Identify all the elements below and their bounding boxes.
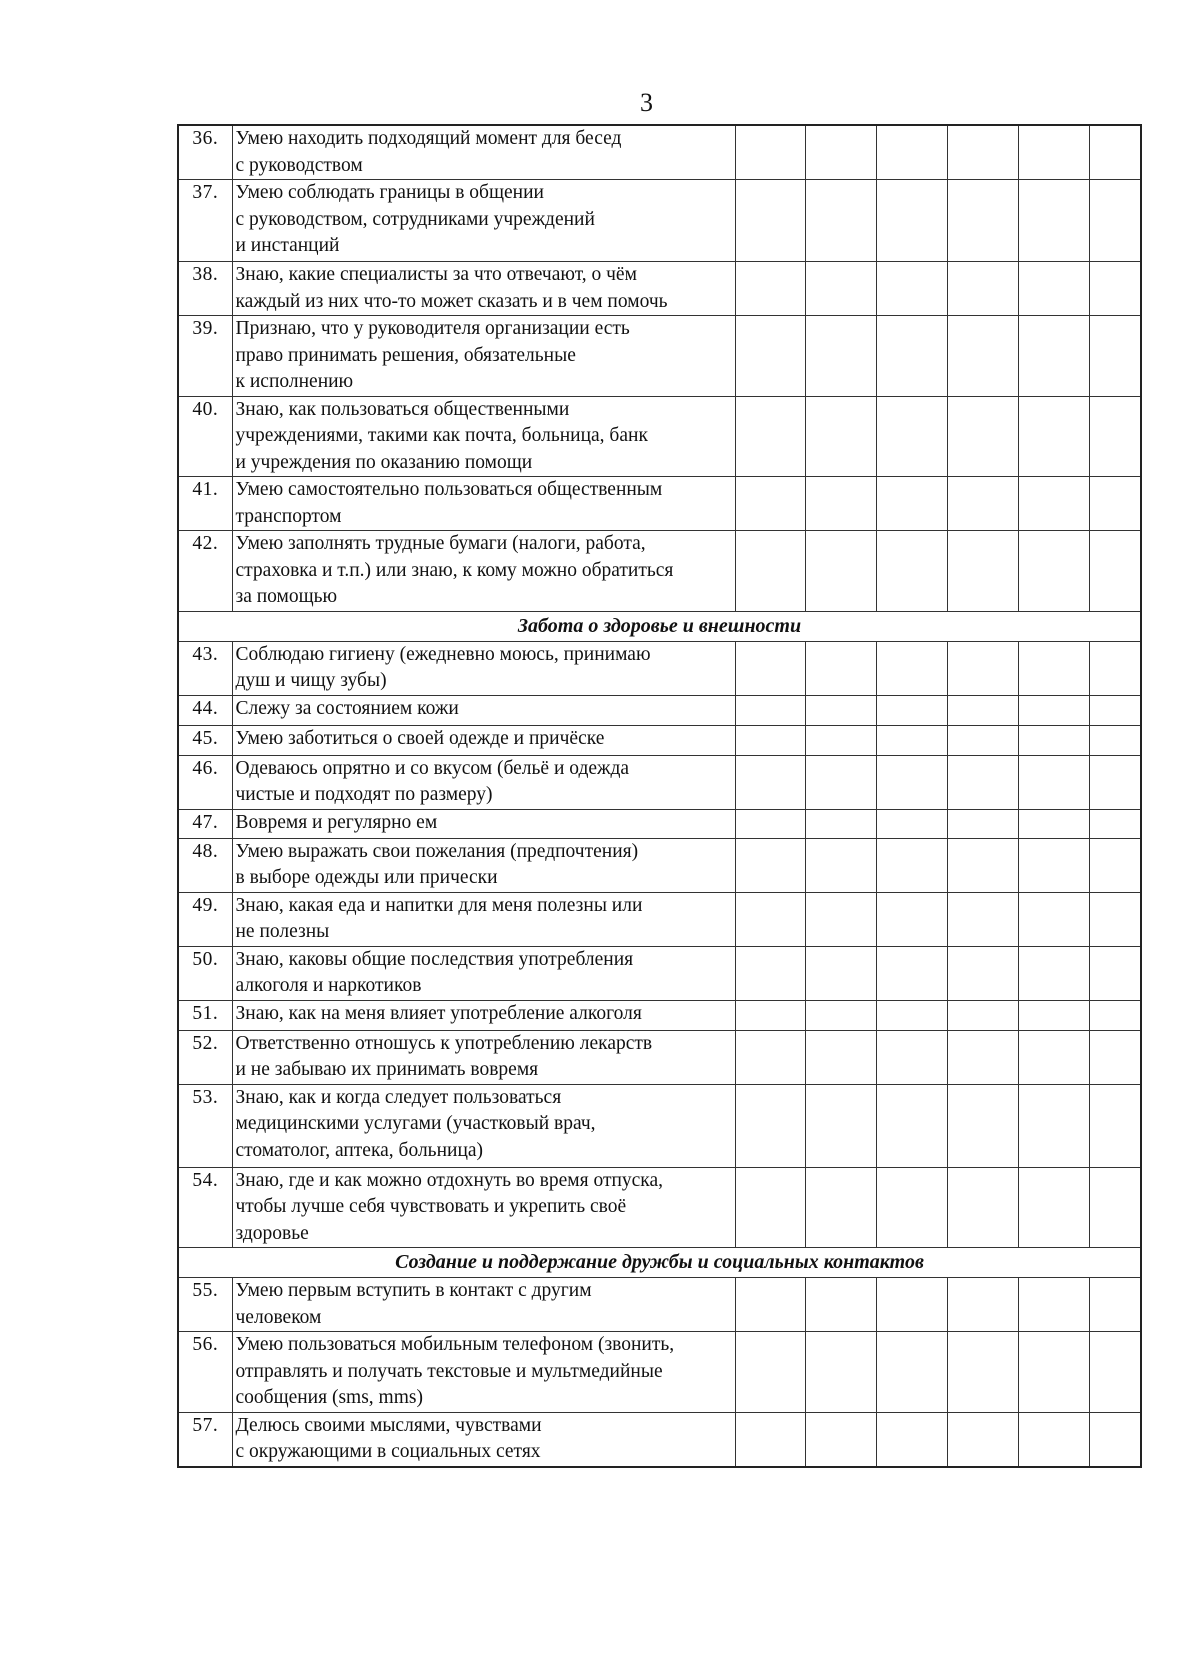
table-row <box>178 396 1141 477</box>
rating-cell[interactable] <box>805 1084 876 1167</box>
item-statement <box>232 809 735 838</box>
rating-cell[interactable] <box>876 1167 947 1248</box>
rating-cell[interactable] <box>1089 838 1141 892</box>
table-row <box>178 477 1141 531</box>
item-statement <box>232 180 735 262</box>
rating-cell[interactable] <box>805 531 876 612</box>
statement-line: Знаю, какие специалисты за что отвечают, о чём <box>235 264 637 285</box>
statement-line: душ и чищу зубы) <box>235 670 387 691</box>
table-row <box>178 641 1141 695</box>
item-number: 51. <box>178 1000 232 1030</box>
item-statement <box>232 125 735 180</box>
statement-line: с руководством, сотрудниками учреждений <box>235 208 595 230</box>
item-number: 49. <box>178 892 232 946</box>
statement-line: чтобы лучше себя чувствовать и укрепить своё <box>235 1196 627 1217</box>
rating-cell[interactable] <box>876 396 947 477</box>
rating-cell[interactable] <box>876 477 947 531</box>
rating-cell[interactable] <box>1018 1278 1089 1332</box>
item-number: 46. <box>178 755 232 809</box>
rating-cell[interactable] <box>735 809 805 838</box>
statement-line: Делюсь своими мыслями, чувствами <box>235 1414 542 1436</box>
rating-cell[interactable] <box>735 1030 805 1084</box>
rating-cell[interactable] <box>876 262 947 316</box>
rating-cell[interactable] <box>1089 1412 1141 1467</box>
item-statement <box>232 396 735 477</box>
item-statement <box>232 262 735 316</box>
item-statement <box>232 946 735 1000</box>
table-row <box>178 946 1141 1000</box>
rating-cell[interactable] <box>947 1000 1018 1030</box>
statement-line: транспортом <box>235 505 342 527</box>
rating-cell[interactable] <box>876 838 947 892</box>
rating-cell[interactable] <box>876 316 947 397</box>
rating-cell[interactable] <box>1089 262 1141 316</box>
rating-cell[interactable] <box>947 477 1018 531</box>
statement-line: чистые и подходят по размеру) <box>235 784 493 805</box>
statement-line: Умею пользоваться мобильным телефоном (звонить, <box>235 1334 675 1355</box>
table-row <box>178 1084 1141 1167</box>
item-statement <box>232 1332 735 1413</box>
rating-cell[interactable] <box>1089 396 1141 477</box>
rating-cell[interactable] <box>805 695 876 725</box>
rating-cell[interactable] <box>1089 946 1141 1000</box>
item-statement <box>232 1000 735 1030</box>
rating-cell[interactable] <box>1018 838 1089 892</box>
table-row <box>178 838 1141 892</box>
rating-cell[interactable] <box>876 1030 947 1084</box>
rating-cell[interactable] <box>805 262 876 316</box>
rating-cell[interactable] <box>805 316 876 397</box>
rating-cell[interactable] <box>1089 1278 1141 1332</box>
statement-line: и инстанций <box>235 235 340 256</box>
table-row <box>178 725 1141 755</box>
rating-cell[interactable] <box>947 180 1018 262</box>
statement-line: с окружающими в социальных сетях <box>235 1441 541 1462</box>
rating-cell[interactable] <box>735 725 805 755</box>
statement-line: Знаю, какая еда и напитки для меня полезны или <box>235 894 643 916</box>
item-statement <box>232 316 735 397</box>
rating-cell[interactable] <box>1018 262 1089 316</box>
rating-cell[interactable] <box>947 1332 1018 1413</box>
rating-cell[interactable] <box>805 838 876 892</box>
table-row <box>178 316 1141 397</box>
statement-line: Умею соблюдать границы в общении <box>235 182 544 203</box>
statement-line: Знаю, как пользоваться общественными <box>235 398 570 420</box>
item-statement <box>232 1030 735 1084</box>
rating-cell[interactable] <box>805 755 876 809</box>
rating-cell[interactable] <box>1018 892 1089 946</box>
rating-cell[interactable] <box>1018 1167 1089 1248</box>
item-statement <box>232 755 735 809</box>
item-number: 36. <box>178 125 232 180</box>
rating-cell[interactable] <box>947 892 1018 946</box>
rating-cell[interactable] <box>1018 316 1089 397</box>
table-row <box>178 262 1141 316</box>
rating-cell[interactable] <box>805 809 876 838</box>
statement-line: Ответственно отношусь к употреблению лекарств <box>235 1032 653 1054</box>
rating-cell[interactable] <box>947 695 1018 725</box>
rating-cell[interactable] <box>1018 125 1089 180</box>
table-row <box>178 1278 1141 1332</box>
statement-line: с руководством <box>235 154 363 176</box>
rating-cell[interactable] <box>1018 1000 1089 1030</box>
rating-cell[interactable] <box>1018 725 1089 755</box>
rating-cell[interactable] <box>735 262 805 316</box>
rating-cell[interactable] <box>735 755 805 809</box>
rating-cell[interactable] <box>1089 725 1141 755</box>
rating-cell[interactable] <box>1089 755 1141 809</box>
rating-cell[interactable] <box>1089 1084 1141 1167</box>
statement-line: медицинскими услугами (участковый врач, <box>235 1113 596 1134</box>
rating-cell[interactable] <box>735 125 805 180</box>
table-row <box>178 125 1141 180</box>
rating-cell[interactable] <box>735 1000 805 1030</box>
rating-cell[interactable] <box>1018 1084 1089 1167</box>
table-row <box>178 1167 1141 1248</box>
rating-cell[interactable] <box>805 946 876 1000</box>
rating-cell[interactable] <box>805 1167 876 1248</box>
statement-line: и учреждения по оказанию помощи <box>235 451 533 473</box>
rating-cell[interactable] <box>1089 809 1141 838</box>
rating-cell[interactable] <box>876 1000 947 1030</box>
rating-cell[interactable] <box>947 1084 1018 1167</box>
rating-cell[interactable] <box>735 1412 805 1467</box>
rating-cell[interactable] <box>1018 946 1089 1000</box>
table-row <box>178 695 1141 725</box>
item-statement <box>232 1412 735 1467</box>
rating-cell[interactable] <box>876 755 947 809</box>
statement-line: каждый из них что-то может сказать и в чем помочь <box>235 290 668 312</box>
item-statement <box>232 892 735 946</box>
rating-cell[interactable] <box>735 180 805 262</box>
questionnaire-body <box>178 125 1141 1467</box>
rating-cell[interactable] <box>805 1000 876 1030</box>
rating-cell[interactable] <box>1089 1167 1141 1248</box>
rating-cell[interactable] <box>1018 396 1089 477</box>
item-number: 57. <box>178 1412 232 1467</box>
item-number: 53. <box>178 1084 232 1167</box>
statement-line: Знаю, каковы общие последствия употребления <box>235 948 634 970</box>
rating-cell[interactable] <box>735 838 805 892</box>
rating-cell[interactable] <box>735 1167 805 1248</box>
rating-cell[interactable] <box>805 641 876 695</box>
rating-cell[interactable] <box>735 695 805 725</box>
rating-cell[interactable] <box>805 1278 876 1332</box>
rating-cell[interactable] <box>1089 1000 1141 1030</box>
rating-cell[interactable] <box>947 838 1018 892</box>
rating-cell[interactable] <box>1018 477 1089 531</box>
rating-cell[interactable] <box>947 316 1018 397</box>
rating-cell[interactable] <box>805 1412 876 1467</box>
rating-cell[interactable] <box>876 695 947 725</box>
rating-cell[interactable] <box>735 641 805 695</box>
rating-cell[interactable] <box>947 946 1018 1000</box>
item-number: 54. <box>178 1167 232 1248</box>
rating-cell[interactable] <box>1018 809 1089 838</box>
rating-cell[interactable] <box>876 1412 947 1467</box>
rating-cell[interactable] <box>1089 1030 1141 1084</box>
item-statement <box>232 477 735 531</box>
rating-cell[interactable] <box>805 725 876 755</box>
statement-line: алкоголя и наркотиков <box>235 975 422 996</box>
section-header-row <box>178 611 1141 641</box>
rating-cell[interactable] <box>876 180 947 262</box>
item-number: 50. <box>178 946 232 1000</box>
statement-line: Умею заботиться о своей одежде и причёске <box>235 727 605 749</box>
rating-cell[interactable] <box>1018 1412 1089 1467</box>
table-row <box>178 755 1141 809</box>
section-title: Создание и поддержание дружбы и социальных контактов <box>178 1248 1141 1278</box>
rating-cell[interactable] <box>876 809 947 838</box>
table-row <box>178 1030 1141 1084</box>
rating-cell[interactable] <box>1018 1030 1089 1084</box>
rating-cell[interactable] <box>947 262 1018 316</box>
section-title: Забота о здоровье и внешности <box>178 611 1141 641</box>
rating-cell[interactable] <box>1018 531 1089 612</box>
rating-cell[interactable] <box>805 396 876 477</box>
rating-cell[interactable] <box>876 1332 947 1413</box>
item-statement <box>232 1167 735 1248</box>
rating-cell[interactable] <box>947 1167 1018 1248</box>
table-row <box>178 892 1141 946</box>
item-number: 37. <box>178 180 232 262</box>
item-number: 47. <box>178 809 232 838</box>
rating-cell[interactable] <box>1089 180 1141 262</box>
statement-line: Умею самостоятельно пользоваться общественным <box>235 479 663 500</box>
rating-cell[interactable] <box>1018 641 1089 695</box>
statement-line: Умею выражать свои пожелания (предпочтения) <box>235 840 639 862</box>
item-number: 42. <box>178 531 232 612</box>
statement-line: и не забываю их принимать вовремя <box>235 1059 539 1080</box>
rating-cell[interactable] <box>947 1030 1018 1084</box>
rating-cell[interactable] <box>735 531 805 612</box>
rating-cell[interactable] <box>1089 641 1141 695</box>
rating-cell[interactable] <box>876 531 947 612</box>
item-number: 38. <box>178 262 232 316</box>
page-number: 3 <box>640 88 653 117</box>
statement-line: Умею первым вступить в контакт с другим <box>235 1280 592 1301</box>
rating-cell[interactable] <box>1089 1332 1141 1413</box>
rating-cell[interactable] <box>805 477 876 531</box>
rating-cell[interactable] <box>1089 125 1141 180</box>
rating-cell[interactable] <box>876 1084 947 1167</box>
item-number: 56. <box>178 1332 232 1413</box>
rating-cell[interactable] <box>805 1030 876 1084</box>
rating-cell[interactable] <box>876 892 947 946</box>
rating-cell[interactable] <box>735 1084 805 1167</box>
item-number: 43. <box>178 641 232 695</box>
rating-cell[interactable] <box>947 641 1018 695</box>
item-statement <box>232 531 735 612</box>
rating-cell[interactable] <box>805 180 876 262</box>
statement-line: Слежу за состоянием кожи <box>235 697 459 719</box>
item-statement <box>232 641 735 695</box>
statement-line: право принимать решения, обязательные <box>235 344 576 366</box>
item-statement <box>232 1278 735 1332</box>
rating-cell[interactable] <box>876 946 947 1000</box>
rating-cell[interactable] <box>1018 180 1089 262</box>
statement-line: сообщения (sms, mms) <box>235 1387 423 1408</box>
rating-cell[interactable] <box>947 809 1018 838</box>
rating-cell[interactable] <box>947 396 1018 477</box>
item-number: 41. <box>178 477 232 531</box>
rating-cell[interactable] <box>947 755 1018 809</box>
statement-line: за помощью <box>235 586 338 607</box>
table-row <box>178 809 1141 838</box>
item-statement <box>232 725 735 755</box>
statement-line: Одеваюсь опрятно и со вкусом (бельё и одежда <box>235 757 630 779</box>
statement-line: Знаю, как и когда следует пользоваться <box>235 1086 562 1108</box>
item-number: 44. <box>178 695 232 725</box>
rating-cell[interactable] <box>735 1278 805 1332</box>
rating-cell[interactable] <box>876 641 947 695</box>
rating-cell[interactable] <box>1018 1332 1089 1413</box>
rating-cell[interactable] <box>876 125 947 180</box>
rating-cell[interactable] <box>805 125 876 180</box>
item-number: 45. <box>178 725 232 755</box>
statement-line: Вовремя и регулярно ем <box>235 811 438 833</box>
statement-line: стоматолог, аптека, больница) <box>235 1139 484 1161</box>
rating-cell[interactable] <box>1089 316 1141 397</box>
statement-line: человеком <box>235 1306 322 1328</box>
table-row <box>178 180 1141 262</box>
item-statement <box>232 838 735 892</box>
rating-cell[interactable] <box>1089 477 1141 531</box>
rating-cell[interactable] <box>805 1332 876 1413</box>
rating-cell[interactable] <box>1089 695 1141 725</box>
item-number: 52. <box>178 1030 232 1084</box>
rating-cell[interactable] <box>805 892 876 946</box>
statement-line: Умею находить подходящий момент для бесед <box>235 128 622 149</box>
rating-cell[interactable] <box>947 531 1018 612</box>
table-row <box>178 1000 1141 1030</box>
rating-cell[interactable] <box>735 1332 805 1413</box>
rating-cell[interactable] <box>947 725 1018 755</box>
statement-line: Знаю, как на меня влияет употребление алкоголя <box>235 1002 642 1024</box>
rating-cell[interactable] <box>1089 892 1141 946</box>
rating-cell[interactable] <box>876 1278 947 1332</box>
rating-cell[interactable] <box>735 946 805 1000</box>
table-row <box>178 531 1141 612</box>
rating-cell[interactable] <box>735 892 805 946</box>
rating-cell[interactable] <box>735 477 805 531</box>
rating-cell[interactable] <box>735 396 805 477</box>
rating-cell[interactable] <box>1018 695 1089 725</box>
statement-line: Соблюдаю гигиену (ежедневно моюсь, принимаю <box>235 643 651 665</box>
rating-cell[interactable] <box>1089 531 1141 612</box>
statement-line: к исполнению <box>235 371 354 392</box>
rating-cell[interactable] <box>947 1278 1018 1332</box>
statement-line: здоровье <box>235 1222 309 1244</box>
statement-line: Умею заполнять трудные бумаги (налоги, работа, <box>235 533 646 554</box>
statement-line: учреждениями, такими как почта, больница, банк <box>235 425 648 446</box>
rating-cell[interactable] <box>1018 755 1089 809</box>
statement-line: в выборе одежды или прически <box>235 867 498 888</box>
statement-line: Признаю, что у руководителя организации есть <box>235 318 630 339</box>
statement-line: страховка и т.п.) или знаю, к кому можно обратиться <box>235 559 674 581</box>
rating-cell[interactable] <box>947 125 1018 180</box>
section-header-row <box>178 1248 1141 1278</box>
table-row <box>178 1412 1141 1467</box>
statement-line: не полезны <box>235 921 330 942</box>
questionnaire-table <box>177 124 1142 1468</box>
rating-cell[interactable] <box>876 725 947 755</box>
rating-cell[interactable] <box>735 316 805 397</box>
table-row <box>178 1332 1141 1413</box>
item-number: 39. <box>178 316 232 397</box>
statement-line: отправлять и получать текстовые и мультмедийные <box>235 1360 663 1382</box>
statement-line: Знаю, где и как можно отдохнуть во время отпуска, <box>235 1169 664 1191</box>
rating-cell[interactable] <box>947 1412 1018 1467</box>
item-number: 55. <box>178 1278 232 1332</box>
item-number: 40. <box>178 396 232 477</box>
item-number: 48. <box>178 838 232 892</box>
item-statement <box>232 1084 735 1167</box>
item-statement <box>232 695 735 725</box>
